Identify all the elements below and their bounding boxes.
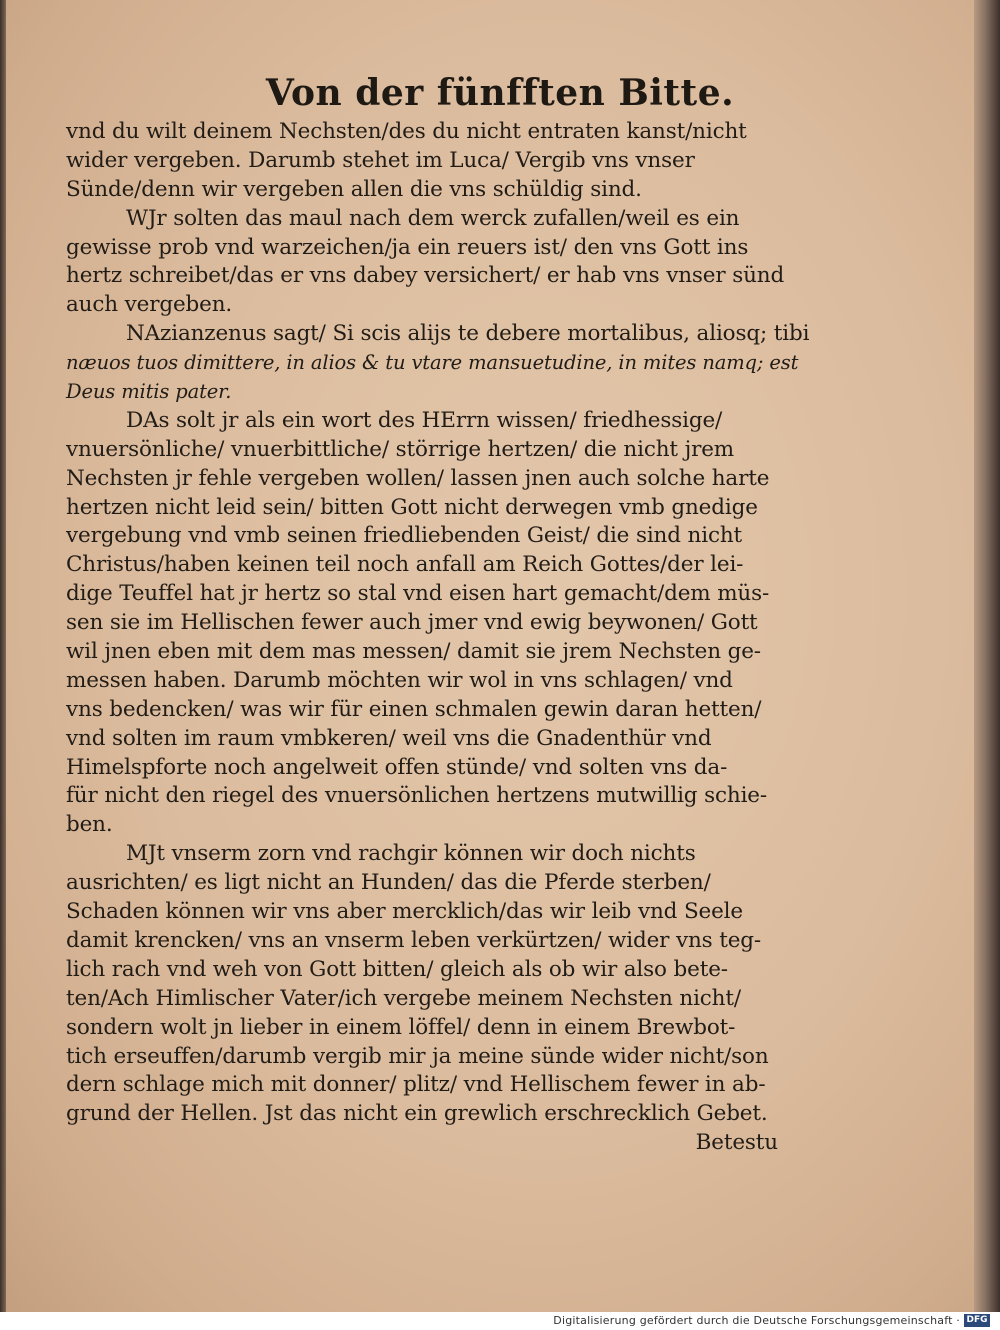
text-line: dige Teuffel hat jr hertz so stal vnd eisen hart gemacht/dem müs- [66, 581, 770, 607]
text-line: Betestu [695, 1130, 778, 1156]
text-line: damit krencken/ vns an vnserm leben verkürtzen/ wider vns teg- [66, 927, 762, 953]
text-line: vns bedencken/ was wir für einen schmalen gewin daran hetten/ [66, 696, 762, 722]
text-line: tich erseuffen/darumb vergib mir ja meine sünde wider nicht/son [66, 1043, 769, 1069]
text-line: Sünde/denn wir vergeben allen die vns schüldig sind. [66, 176, 642, 202]
text-line: vnd solten im raum vmbkeren/ weil vns die Gnadenthür vnd [66, 725, 712, 751]
text-line: DAs solt jr als ein wort des HErrn wissen/ friedhessige/ [126, 407, 723, 433]
text-line: ausrichten/ es ligt nicht an Hunden/ das die Pferde sterben/ [66, 870, 711, 896]
text-line: lich rach vnd weh von Gott bitten/ gleich als ob wir also bete- [66, 956, 728, 982]
text-line: grund der Hellen. Jst das nicht ein grewlich erschrecklich Gebet. [66, 1101, 768, 1127]
text-line: vergebung vnd vmb seinen friedliebenden Geist/ die sind nicht [66, 523, 743, 549]
text-line: hertzen nicht leid sein/ bitten Gott nicht derwegen vmb gnedige [66, 494, 758, 520]
text-line: sondern wolt jn lieber in einem löffel/ denn in einem Brewbot- [66, 1014, 736, 1040]
text-line: messen haben. Darumb möchten wir wol in vns schlagen/ vnd [66, 667, 733, 693]
text-line: WJr solten das maul nach dem werck zufallen/weil es ein [126, 205, 740, 231]
text-line: für nicht den riegel des vnuersönlichen hertzens mutwillig schie- [66, 783, 767, 809]
body-text [66, 118, 810, 1158]
running-head: Von der fünfften Bitte. [265, 72, 735, 114]
text-line: Christus/haben keinen teil noch anfall am Reich Gottes/der lei- [66, 552, 744, 578]
text-line: Deus mitis pater. [66, 380, 232, 404]
text-line: vnuersönliche/ vnuerbittliche/ störrige hertzen/ die nicht jrem [66, 436, 735, 462]
text-line: gewisse prob vnd warzeichen/ja ein reuers ist/ den vns Gott ins [66, 234, 749, 260]
text-line: sen sie im Hellischen fewer auch jmer vnd ewig beywonen/ Gott [66, 610, 758, 636]
text-line: dern schlage mich mit donner/ plitz/ vnd Hellischem fewer in ab- [66, 1072, 766, 1098]
text-line: NAzianzenus sagt/ Si scis alijs te debere mortalibus, aliosq; tibi [126, 321, 810, 347]
text-line: vnd du wilt deinem Nechsten/des du nicht entraten kanst/nicht [66, 119, 747, 144]
text-line: Nechsten jr fehle vergeben wollen/ lassen jnen auch solche harte [66, 465, 770, 491]
text-line: wil jnen eben mit dem mas messen/ damit sie jrem Nechsten ge- [66, 639, 761, 665]
text-line: wider vergeben. Darumb stehet im Luca/ Vergib vns vnser [66, 147, 695, 173]
page-right-edge [974, 0, 1000, 1312]
text-line: Himelspforte noch angelweit offen stünde/ vnd solten vns da- [66, 754, 728, 780]
footer-credit: Digitalisierung gefördert durch die Deutsche Forschungsgemeinschaft · [553, 1314, 960, 1327]
text-line: ben. [66, 812, 113, 838]
text-line: næuos tuos dimittere, in alios & tu vtare mansuetudine, in mites namq; est [66, 351, 799, 375]
text-line: auch vergeben. [66, 292, 233, 318]
dfg-logo: DFG [964, 1314, 990, 1327]
text-line: MJt vnserm zorn vnd rachgir können wir doch nichts [126, 841, 696, 867]
text-line: hertz schreibet/das er vns dabey versichert/ er hab vns vnser sünd [66, 263, 785, 289]
text-line: Schaden können wir vns aber mercklich/das wir leib vnd Seele [66, 899, 743, 925]
text-line: ten/Ach Himlischer Vater/ich vergebe meinem Nechsten nicht/ [66, 985, 741, 1011]
